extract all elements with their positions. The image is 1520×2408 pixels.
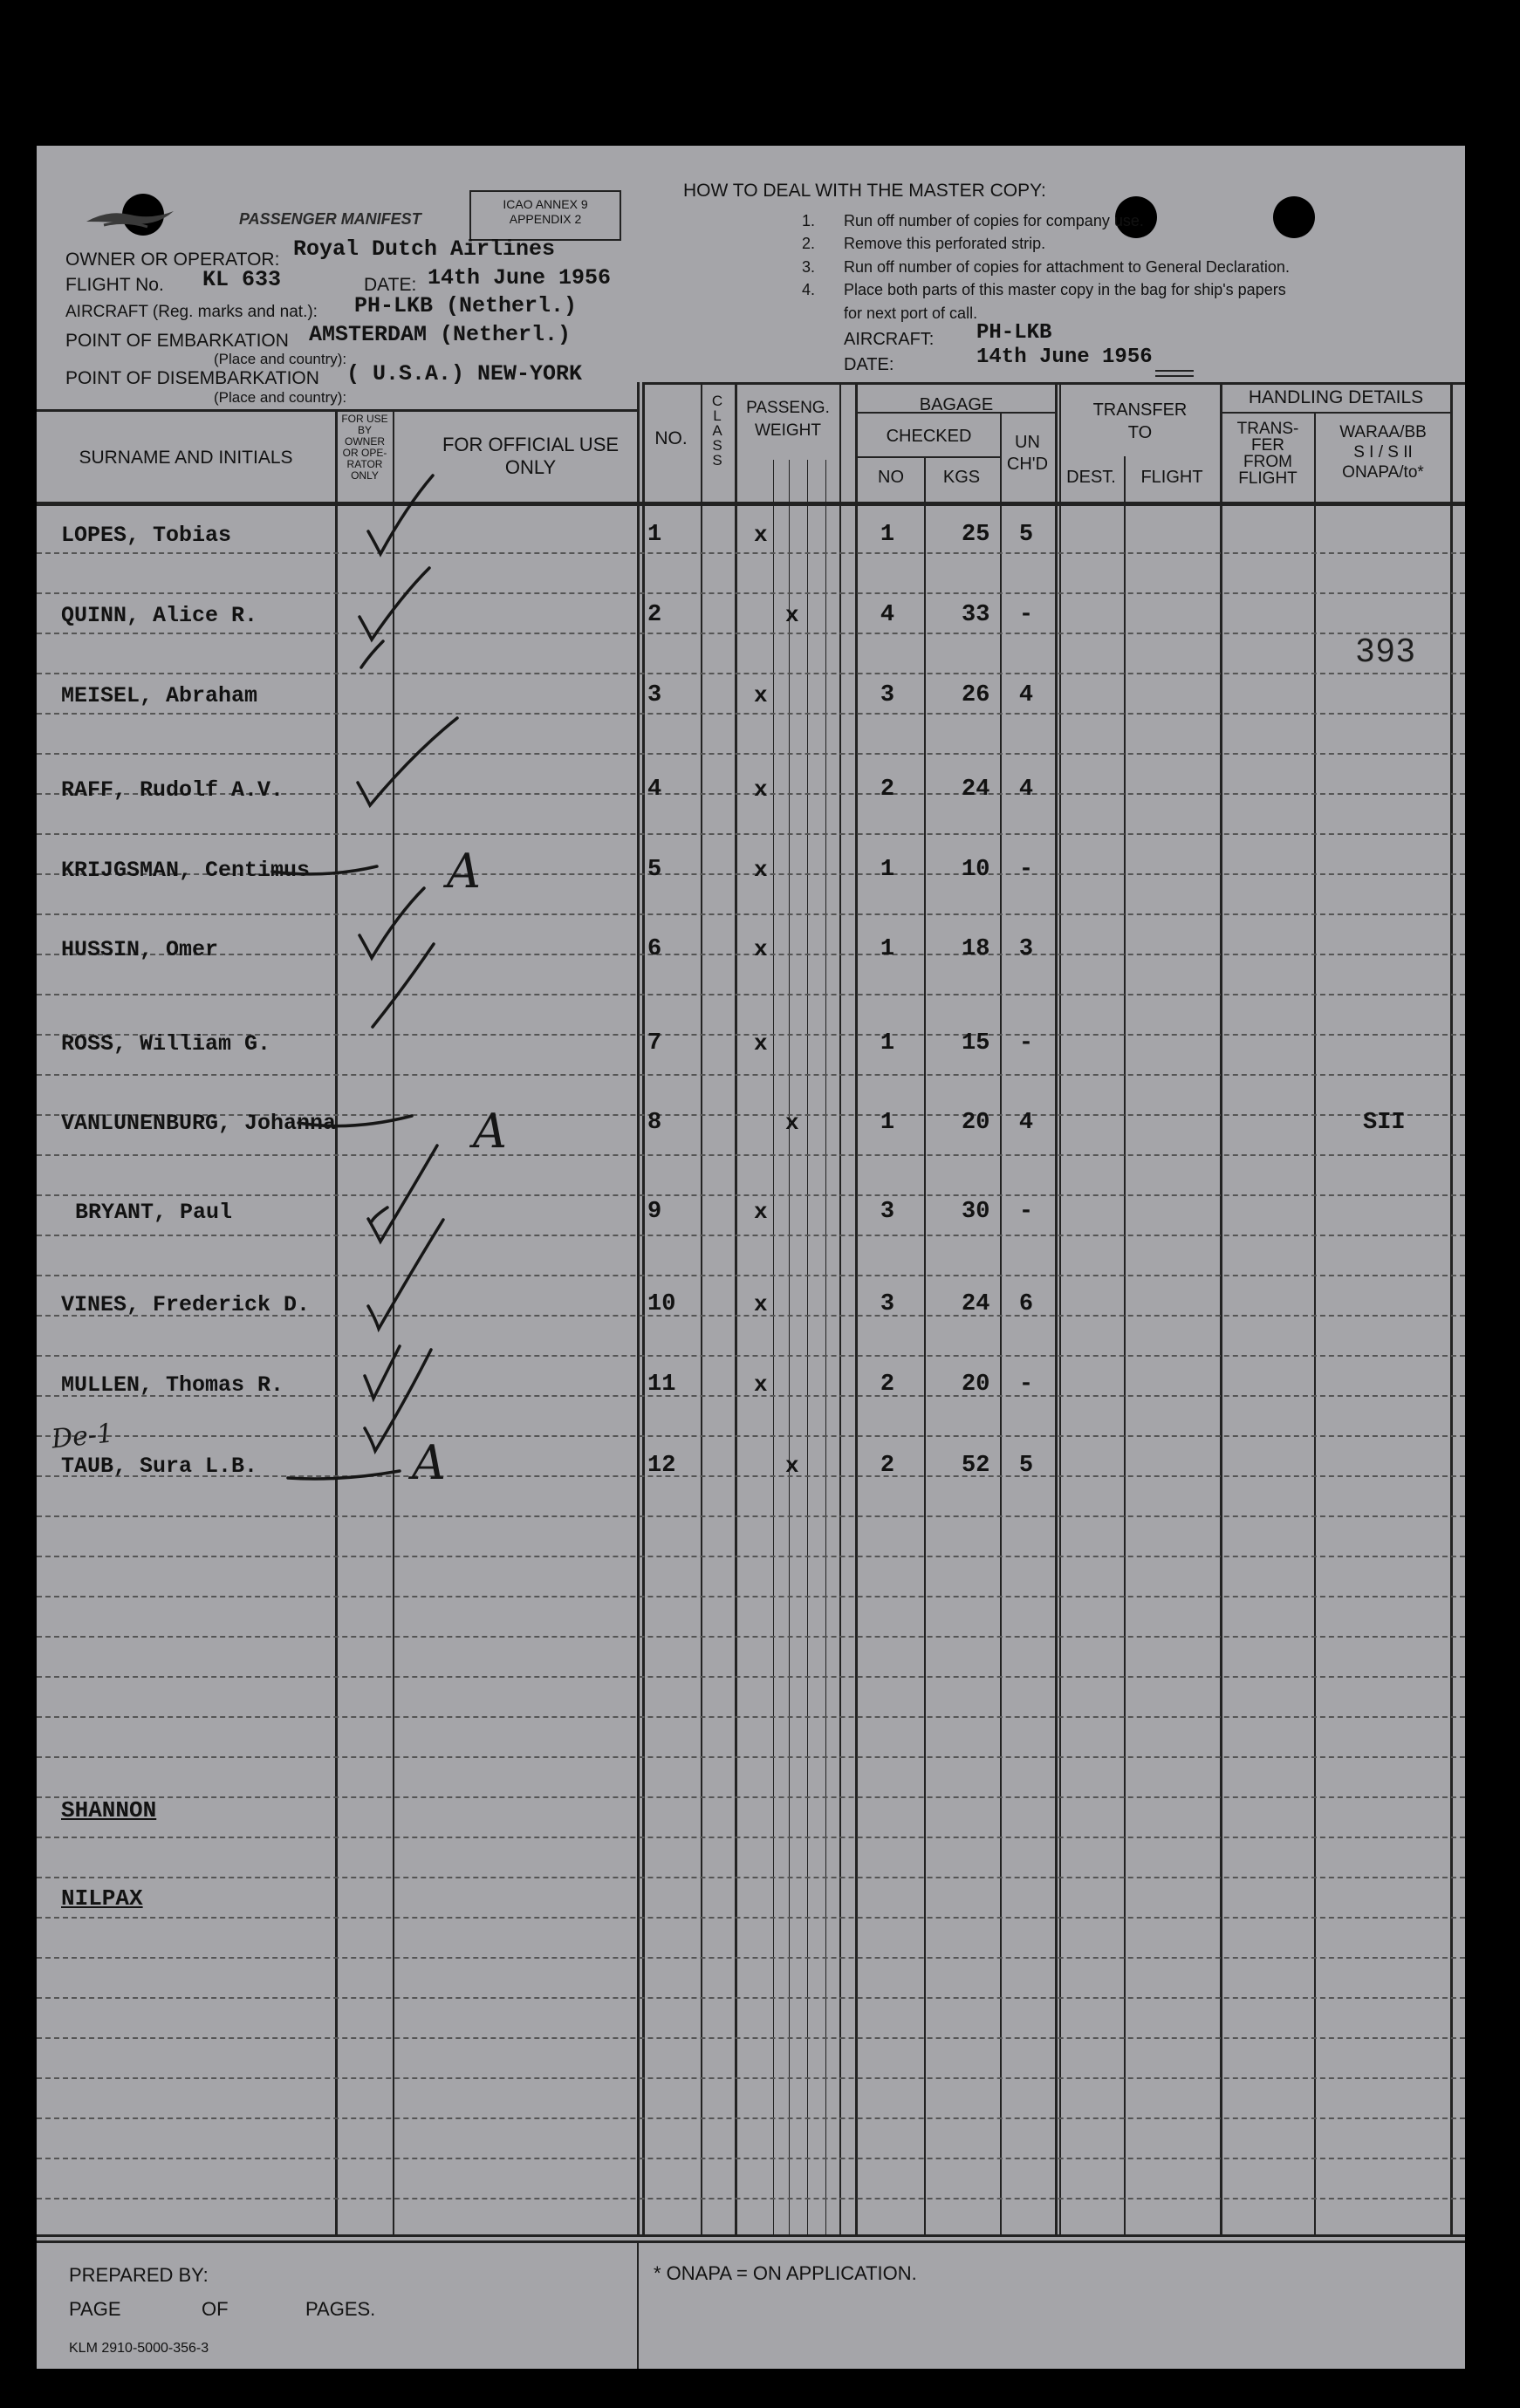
header-line: TRANS- [1236, 420, 1299, 438]
page-label: PAGE [69, 2298, 121, 2320]
instruction-text: Run off number of copies for attachment to General Declaration. [844, 258, 1290, 276]
header-line: FOR USE [341, 413, 388, 425]
weight-mark: x [754, 1291, 768, 1317]
header-line: RATOR [346, 458, 383, 470]
weight-mark: x [754, 776, 768, 803]
header-line: WARAA/BB [1339, 423, 1427, 441]
passenger-name: BRYANT, Paul [75, 1200, 233, 1225]
bag-no: 3 [880, 1291, 895, 1317]
col-checked: CHECKED [886, 427, 972, 446]
bag-kgs: 18 [962, 936, 990, 962]
passenger-no: 4 [647, 776, 662, 803]
weight-mark: x [785, 1453, 799, 1479]
col-dest: DEST. [1066, 468, 1116, 487]
header-line: TO [1127, 423, 1153, 442]
weight-mark: x [754, 682, 768, 708]
header-line: ONAPA/to* [1342, 463, 1424, 482]
header-line: BY [357, 424, 372, 436]
header-line: FOR OFFICIAL USE [442, 434, 620, 455]
bag-kgs: 33 [962, 602, 990, 628]
col-surname: SURNAME AND INITIALS [79, 448, 293, 468]
passenger-name: KRIJGSMAN, Centimus [61, 858, 311, 883]
bag-no: 1 [880, 857, 895, 883]
bag-unchd: - [1018, 1030, 1034, 1057]
bag-kgs: 26 [962, 682, 990, 708]
header-line: FLIGHT [1238, 469, 1297, 488]
passenger-no: 2 [647, 602, 662, 628]
bag-no: 3 [880, 1199, 895, 1225]
bag-unchd: - [1018, 602, 1034, 628]
official-mark: A [473, 1104, 507, 1159]
bag-unchd: 5 [1018, 522, 1034, 548]
header-line: S [712, 452, 722, 469]
header-line: ONLY [504, 456, 557, 478]
header-line: PASSENG. [746, 399, 830, 417]
bag-unchd: 5 [1018, 1453, 1034, 1479]
header-line: A [712, 422, 722, 439]
weight-mark: x [754, 1199, 768, 1225]
official-tick-marks [37, 146, 1465, 2369]
of-label: OF [202, 2298, 229, 2320]
bag-kgs: 24 [962, 1291, 990, 1317]
handling-code: SII [1363, 1110, 1406, 1136]
header-line: C [711, 393, 723, 409]
passenger-name: LOPES, Tobias [61, 523, 232, 548]
instruction-num: 4. [802, 281, 816, 298]
instruction-text: Run off number of copies for company use. [844, 212, 1144, 229]
bag-unchd: 6 [1018, 1291, 1034, 1317]
manifest-paper [37, 146, 1465, 2369]
header-line: UN [1015, 433, 1040, 452]
station-nilpax: NILPAX [61, 1885, 143, 1912]
form-title: PASSENGER MANIFEST [239, 210, 421, 228]
aircraft-value: PH-LKB (Netherl.) [354, 293, 578, 318]
passenger-no: 11 [647, 1372, 676, 1398]
col-checked-kgs: KGS [942, 468, 981, 487]
passenger-no: 5 [647, 857, 662, 883]
weight-mark: x [785, 1110, 799, 1136]
passenger-name: MEISEL, Abraham [61, 683, 258, 708]
bag-unchd: 4 [1018, 682, 1034, 708]
bag-unchd: - [1018, 857, 1034, 883]
header-line: L [713, 407, 722, 424]
col-no: NO. [654, 428, 688, 448]
bag-unchd: 4 [1018, 1110, 1034, 1136]
onapa-note: * ONAPA = ON APPLICATION. [654, 2262, 917, 2284]
official-mark: A [412, 1435, 446, 1490]
disembark-label: POINT OF DISEMBARKATION [65, 368, 319, 388]
header-line: OWNER [345, 435, 385, 448]
bag-unchd: - [1018, 1199, 1034, 1225]
header-line: ONLY [351, 469, 379, 482]
bag-kgs: 24 [962, 776, 990, 803]
handwritten-note: 393 [1356, 633, 1417, 669]
passenger-no: 12 [647, 1453, 676, 1479]
flight-label: FLIGHT No. [65, 275, 164, 295]
weight-mark: x [754, 1372, 768, 1398]
instruction-num: 1. [802, 212, 816, 229]
weight-mark: x [754, 857, 768, 883]
passenger-no: 10 [647, 1291, 676, 1317]
bag-kgs: 15 [962, 1030, 990, 1057]
bag-kgs: 30 [962, 1199, 990, 1225]
instr-date-label: DATE: [844, 355, 894, 374]
instructions-title: HOW TO DEAL WITH THE MASTER COPY: [683, 181, 1046, 201]
bag-kgs: 10 [962, 857, 990, 883]
embark-label: POINT OF EMBARKATION [65, 331, 289, 351]
embark-value: AMSTERDAM (Netherl.) [309, 322, 572, 347]
passenger-no: 7 [647, 1030, 662, 1057]
instruction-text: Place both parts of this master copy in the bag for ship's papers [844, 281, 1286, 298]
bag-unchd: - [1018, 1372, 1034, 1398]
aircraft-label: AIRCRAFT (Reg. marks and nat.): [65, 303, 318, 321]
disembark-value: ( U.S.A.) NEW-YORK [346, 361, 583, 387]
handwritten-annotation: De-1 [50, 1418, 115, 1455]
header-line: CH'D [1006, 455, 1049, 474]
passenger-name: QUINN, Alice R. [61, 603, 258, 628]
instruction-num: 2. [802, 235, 816, 252]
weight-mark: x [754, 936, 768, 962]
bag-no: 1 [880, 522, 895, 548]
bag-no: 2 [880, 1372, 895, 1398]
bag-no: 1 [880, 1110, 895, 1136]
header-line: S [712, 437, 722, 454]
flight-value: KL 633 [202, 267, 282, 292]
header-line: S I / S II [1353, 443, 1413, 462]
passenger-no: 6 [647, 936, 662, 962]
passenger-no: 1 [647, 522, 662, 548]
passenger-name: HUSSIN, Omer [61, 937, 219, 962]
date-label: DATE: [364, 275, 417, 295]
instr-date-value: 14th June 1956 [976, 345, 1153, 369]
bag-no: 3 [880, 682, 895, 708]
weight-mark: x [754, 522, 768, 548]
bag-no: 4 [880, 602, 895, 628]
embark-sub: (Place and country): [214, 351, 347, 367]
header-line: OR OPE- [342, 447, 387, 459]
col-handling: HANDLING DETAILS [1248, 387, 1424, 407]
owner-value: Royal Dutch Airlines [293, 236, 556, 262]
form-code: KLM 2910-5000-356-3 [69, 2341, 209, 2356]
bag-no: 2 [880, 1453, 895, 1479]
pages-label: PAGES. [305, 2298, 376, 2320]
date-value: 14th June 1956 [428, 265, 612, 291]
header-line: TRANSFER [1092, 400, 1188, 420]
header-line: FER [1251, 436, 1284, 455]
bag-kgs: 25 [962, 522, 990, 548]
passenger-name: VANLUNENBURG, Johanna [61, 1111, 337, 1136]
instr-aircraft-label: AIRCRAFT: [844, 330, 935, 349]
header-line: FROM [1243, 453, 1292, 471]
instruction-4-cont: for next port of call. [844, 304, 978, 322]
disembark-sub: (Place and country): [214, 389, 347, 406]
header-line: WEIGHT [755, 421, 821, 440]
passenger-name: ROSS, William G. [61, 1031, 271, 1057]
weight-mark: x [785, 602, 799, 628]
icao-annex: ICAO ANNEX 9 [503, 197, 588, 211]
prepared-by-label: PREPARED BY: [69, 2264, 209, 2286]
col-checked-no: NO [878, 468, 904, 487]
weight-mark: x [754, 1030, 768, 1057]
owner-label: OWNER OR OPERATOR: [65, 250, 280, 270]
col-bagage: BAGAGE [919, 395, 994, 414]
bag-kgs: 20 [962, 1372, 990, 1398]
bag-unchd: 4 [1018, 776, 1034, 803]
bag-unchd: 3 [1018, 936, 1034, 962]
passenger-name: MULLEN, Thomas R. [61, 1372, 284, 1398]
bag-no: 1 [880, 1030, 895, 1057]
bag-kgs: 20 [962, 1110, 990, 1136]
passenger-name: VINES, Frederick D. [61, 1292, 311, 1317]
instruction-num: 3. [802, 258, 816, 276]
bag-no: 1 [880, 936, 895, 962]
icao-appendix: APPENDIX 2 [509, 212, 582, 226]
passenger-no: 9 [647, 1199, 662, 1225]
passenger-name: TAUB, Sura L.B. [61, 1454, 258, 1479]
col-flight: FLIGHT [1140, 468, 1203, 487]
bag-no: 2 [880, 776, 895, 803]
instr-aircraft-value: PH-LKB [976, 321, 1052, 345]
station-shannon: SHANNON [61, 1797, 157, 1823]
bag-kgs: 52 [962, 1453, 990, 1479]
official-mark: A [447, 844, 481, 899]
passenger-no: 8 [647, 1110, 662, 1136]
passenger-name: RAFF, Rudolf A.V. [61, 777, 284, 803]
instruction-text: Remove this perforated strip. [844, 235, 1046, 252]
passenger-no: 3 [647, 682, 662, 708]
